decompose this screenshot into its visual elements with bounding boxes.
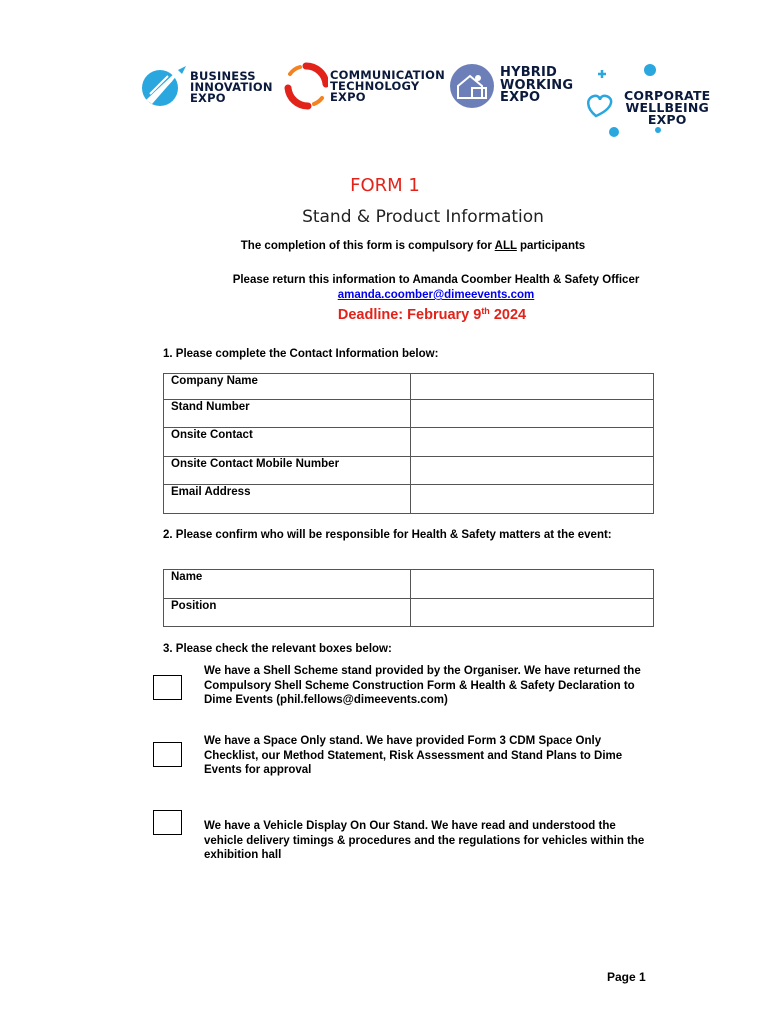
table-row [164, 374, 654, 400]
deadline [0, 306, 770, 323]
table-row [164, 570, 654, 599]
corporate-wellbeing-expo-logo [582, 58, 710, 138]
field-label: Stand Number [164, 400, 411, 428]
section-1-heading: 1. Please complete the Contact Information below: [163, 348, 439, 360]
compulsory-notice [0, 240, 770, 252]
return-info-text: Please return this information to Amanda Coomber Health & Safety Officer [232, 274, 640, 286]
option-text: We have a Vehicle Display On Our Stand. We have read and understood the vehicle delivery timings & procedures and the regulations for vehicles within the exhibition hall [204, 820, 645, 861]
notice-text: The completion of this form is compulsory for [240, 240, 495, 252]
logo-line: INNOVATION [190, 79, 273, 94]
hs-position-field[interactable] [410, 599, 653, 627]
logo-line: WORKING [500, 77, 574, 93]
logo-line: EXPO [330, 89, 366, 104]
form-title: FORM 1 [350, 175, 420, 196]
onsite-contact-field[interactable] [410, 428, 653, 457]
field-label: Name [164, 570, 411, 599]
logo-line: HYBRID [500, 65, 558, 81]
notice-emphasis: ALL [494, 240, 517, 252]
heart-icon [582, 58, 626, 138]
deadline-text: Deadline: February 9 [337, 307, 482, 323]
communication-ring-icon [284, 62, 328, 110]
logo-line: WELLBEING [625, 100, 709, 115]
business-innovation-expo-logo [138, 64, 273, 110]
onsite-mobile-field[interactable] [410, 457, 653, 485]
logo-line: CORPORATE [624, 88, 711, 103]
field-label: Email Address [164, 485, 411, 514]
return-info [0, 273, 770, 303]
notice-text: participants [516, 240, 586, 252]
deadline-year: 2024 [489, 307, 527, 323]
contact-info-table [163, 373, 654, 514]
rocket-icon [138, 64, 188, 110]
communication-technology-expo-logo [284, 62, 445, 110]
field-label: Position [164, 599, 411, 627]
deadline-superscript: th [481, 306, 490, 316]
logo-line: EXPO [500, 90, 541, 106]
table-row [164, 457, 654, 485]
email-address-field[interactable] [410, 485, 653, 514]
page-number: Page 1 [607, 970, 646, 984]
logo-line: COMMUNICATION [330, 67, 445, 82]
table-row [164, 400, 654, 428]
field-label: Company Name [164, 374, 411, 400]
shell-scheme-checkbox[interactable] [153, 675, 182, 700]
option-text: We have a Space Only stand. We have provided Form 3 CDM Space Only Checklist, our Method Statement, Risk Assessment and Stand Plans to Dime Events for approval [204, 735, 623, 776]
expo-logos-banner [138, 58, 711, 148]
logo-line: EXPO [190, 90, 226, 105]
table-row [164, 599, 654, 627]
option-text: We have a Shell Scheme stand provided by the Organiser. We have returned the Compulsory Shell Scheme Construction Form & Health & Safety Declaration to Dime Events (phil.fellows@dimeevents.com) [204, 665, 641, 706]
stand-number-field[interactable] [410, 400, 653, 428]
company-name-field[interactable] [410, 374, 653, 400]
field-label: Onsite Contact Mobile Number [164, 457, 411, 485]
chat-bubble-icon [644, 58, 664, 138]
table-row [164, 485, 654, 514]
home-office-icon [448, 62, 496, 110]
health-safety-table [163, 569, 654, 627]
hs-name-field[interactable] [410, 570, 653, 599]
logo-line: TECHNOLOGY [330, 78, 420, 93]
vehicle-display-checkbox[interactable] [153, 810, 182, 835]
space-only-checkbox[interactable] [153, 742, 182, 767]
field-label: Onsite Contact [164, 428, 411, 457]
table-row [164, 428, 654, 457]
section-2-heading: 2. Please confirm who will be responsible for Health & Safety matters at the event: [163, 529, 612, 541]
logo-line: EXPO [647, 112, 687, 127]
logo-line: BUSINESS [190, 68, 256, 83]
hybrid-working-expo-logo [448, 62, 573, 110]
contact-email-link[interactable]: amanda.coomber@dimeevents.com [337, 289, 535, 301]
section-3-heading: 3. Please check the relevant boxes below: [163, 643, 392, 655]
form-subtitle: Stand & Product Information [302, 207, 544, 227]
